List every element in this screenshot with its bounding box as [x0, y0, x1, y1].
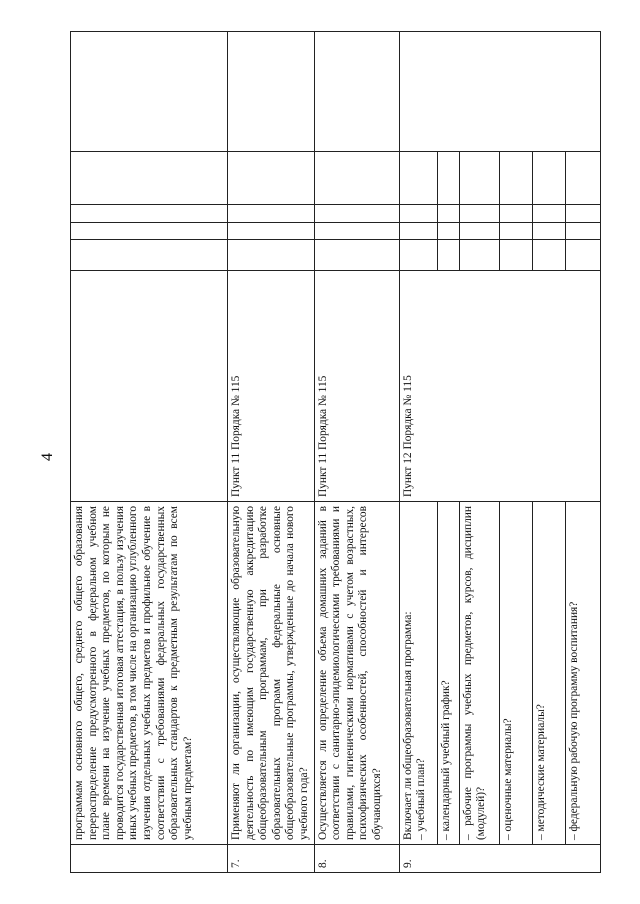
empty-cell	[228, 32, 315, 152]
empty-cell	[459, 240, 499, 271]
empty-cell	[437, 223, 459, 240]
empty-cell	[314, 32, 399, 152]
row-number: 7.	[228, 845, 315, 873]
empty-cell	[314, 152, 399, 205]
sub-item: – методические материалы?	[532, 502, 565, 845]
empty-cell	[565, 240, 600, 271]
empty-cell	[228, 205, 315, 223]
empty-cell	[437, 152, 459, 205]
question-text: программам основного общего, среднего общего образования перераспределение предусмотренного в федеральном учебном плане времени на изучение учебных предметов, по которым не проводится государственная итоговая аттестация, в пользу изучения иных учебных предметов, в том числе на организацию углубленного изучения отдельных учебных предметов и профильное обучение в соответствии с требованиями федеральных государственных образовательных стандартов к предметным результатам по всем учебным предметам?	[71, 502, 228, 845]
empty-cell	[228, 152, 315, 205]
reference-text: Пункт 11 Порядка № 115	[314, 271, 399, 502]
row-number	[71, 845, 228, 873]
empty-cell	[399, 223, 437, 240]
row-number: 9.	[399, 845, 600, 873]
empty-cell	[532, 152, 565, 205]
empty-cell	[71, 32, 228, 152]
empty-cell	[437, 240, 459, 271]
table-row	[314, 32, 399, 873]
empty-cell	[71, 152, 228, 205]
empty-cell	[499, 205, 532, 223]
empty-cell	[499, 240, 532, 271]
empty-cell	[399, 240, 437, 271]
empty-cell	[228, 240, 315, 271]
row-number: 8.	[314, 845, 399, 873]
empty-cell	[499, 223, 532, 240]
empty-cell	[459, 205, 499, 223]
empty-cell	[532, 240, 565, 271]
reference-text: Пункт 12 Порядка № 115	[399, 271, 600, 502]
empty-cell	[532, 205, 565, 223]
empty-cell	[565, 223, 600, 240]
empty-cell	[314, 223, 399, 240]
question-text: Осуществляется ли определение объема домашних заданий в соответствии с санитарно-эпидемиологическими требованиями и правилами, гигиеническими нормативами с учетом возрастных, психофизических особенностей, способностей и интересов обучающихся?	[314, 502, 399, 845]
question-text: Применяют ли организации, осуществляющие образовательную деятельность по имеющим государственную аккредитацию общеобразовательным программам, при разработке образовательных программ федеральные основные общеобразовательные программы, утвержденные до начала нового учебного года?	[228, 502, 315, 845]
empty-cell	[71, 205, 228, 223]
sub-item: – оценочные материалы?	[499, 502, 532, 845]
empty-cell	[399, 152, 437, 205]
question-text	[399, 502, 437, 845]
sub-item: – рабочие программы учебных предметов, курсов, дисциплин (модулей)?	[459, 502, 499, 845]
table-row	[399, 32, 437, 873]
empty-cell	[314, 240, 399, 271]
question-intro: Включает ли общеобразовательная программа:	[401, 611, 414, 840]
empty-cell	[399, 32, 600, 152]
empty-cell	[499, 152, 532, 205]
empty-cell	[314, 205, 399, 223]
empty-cell	[532, 223, 565, 240]
empty-cell	[565, 152, 600, 205]
empty-cell	[399, 205, 437, 223]
rotated-table-container	[70, 32, 619, 873]
empty-cell	[228, 223, 315, 240]
sub-item: – календарный учебный график?	[437, 502, 459, 845]
reference-text	[71, 271, 228, 502]
sub-item: – учебный план?	[415, 758, 428, 840]
empty-cell	[71, 223, 228, 240]
table-row	[71, 32, 228, 873]
empty-cell	[565, 205, 600, 223]
table-row	[228, 32, 315, 873]
empty-cell	[71, 240, 228, 271]
sub-item: – федеральную рабочую программу воспитания?	[565, 502, 600, 845]
empty-cell	[437, 205, 459, 223]
checklist-table	[70, 31, 601, 873]
empty-cell	[459, 152, 499, 205]
empty-cell	[459, 223, 499, 240]
reference-text: Пункт 11 Порядка № 115	[228, 271, 315, 502]
page-number: 4	[39, 453, 56, 461]
